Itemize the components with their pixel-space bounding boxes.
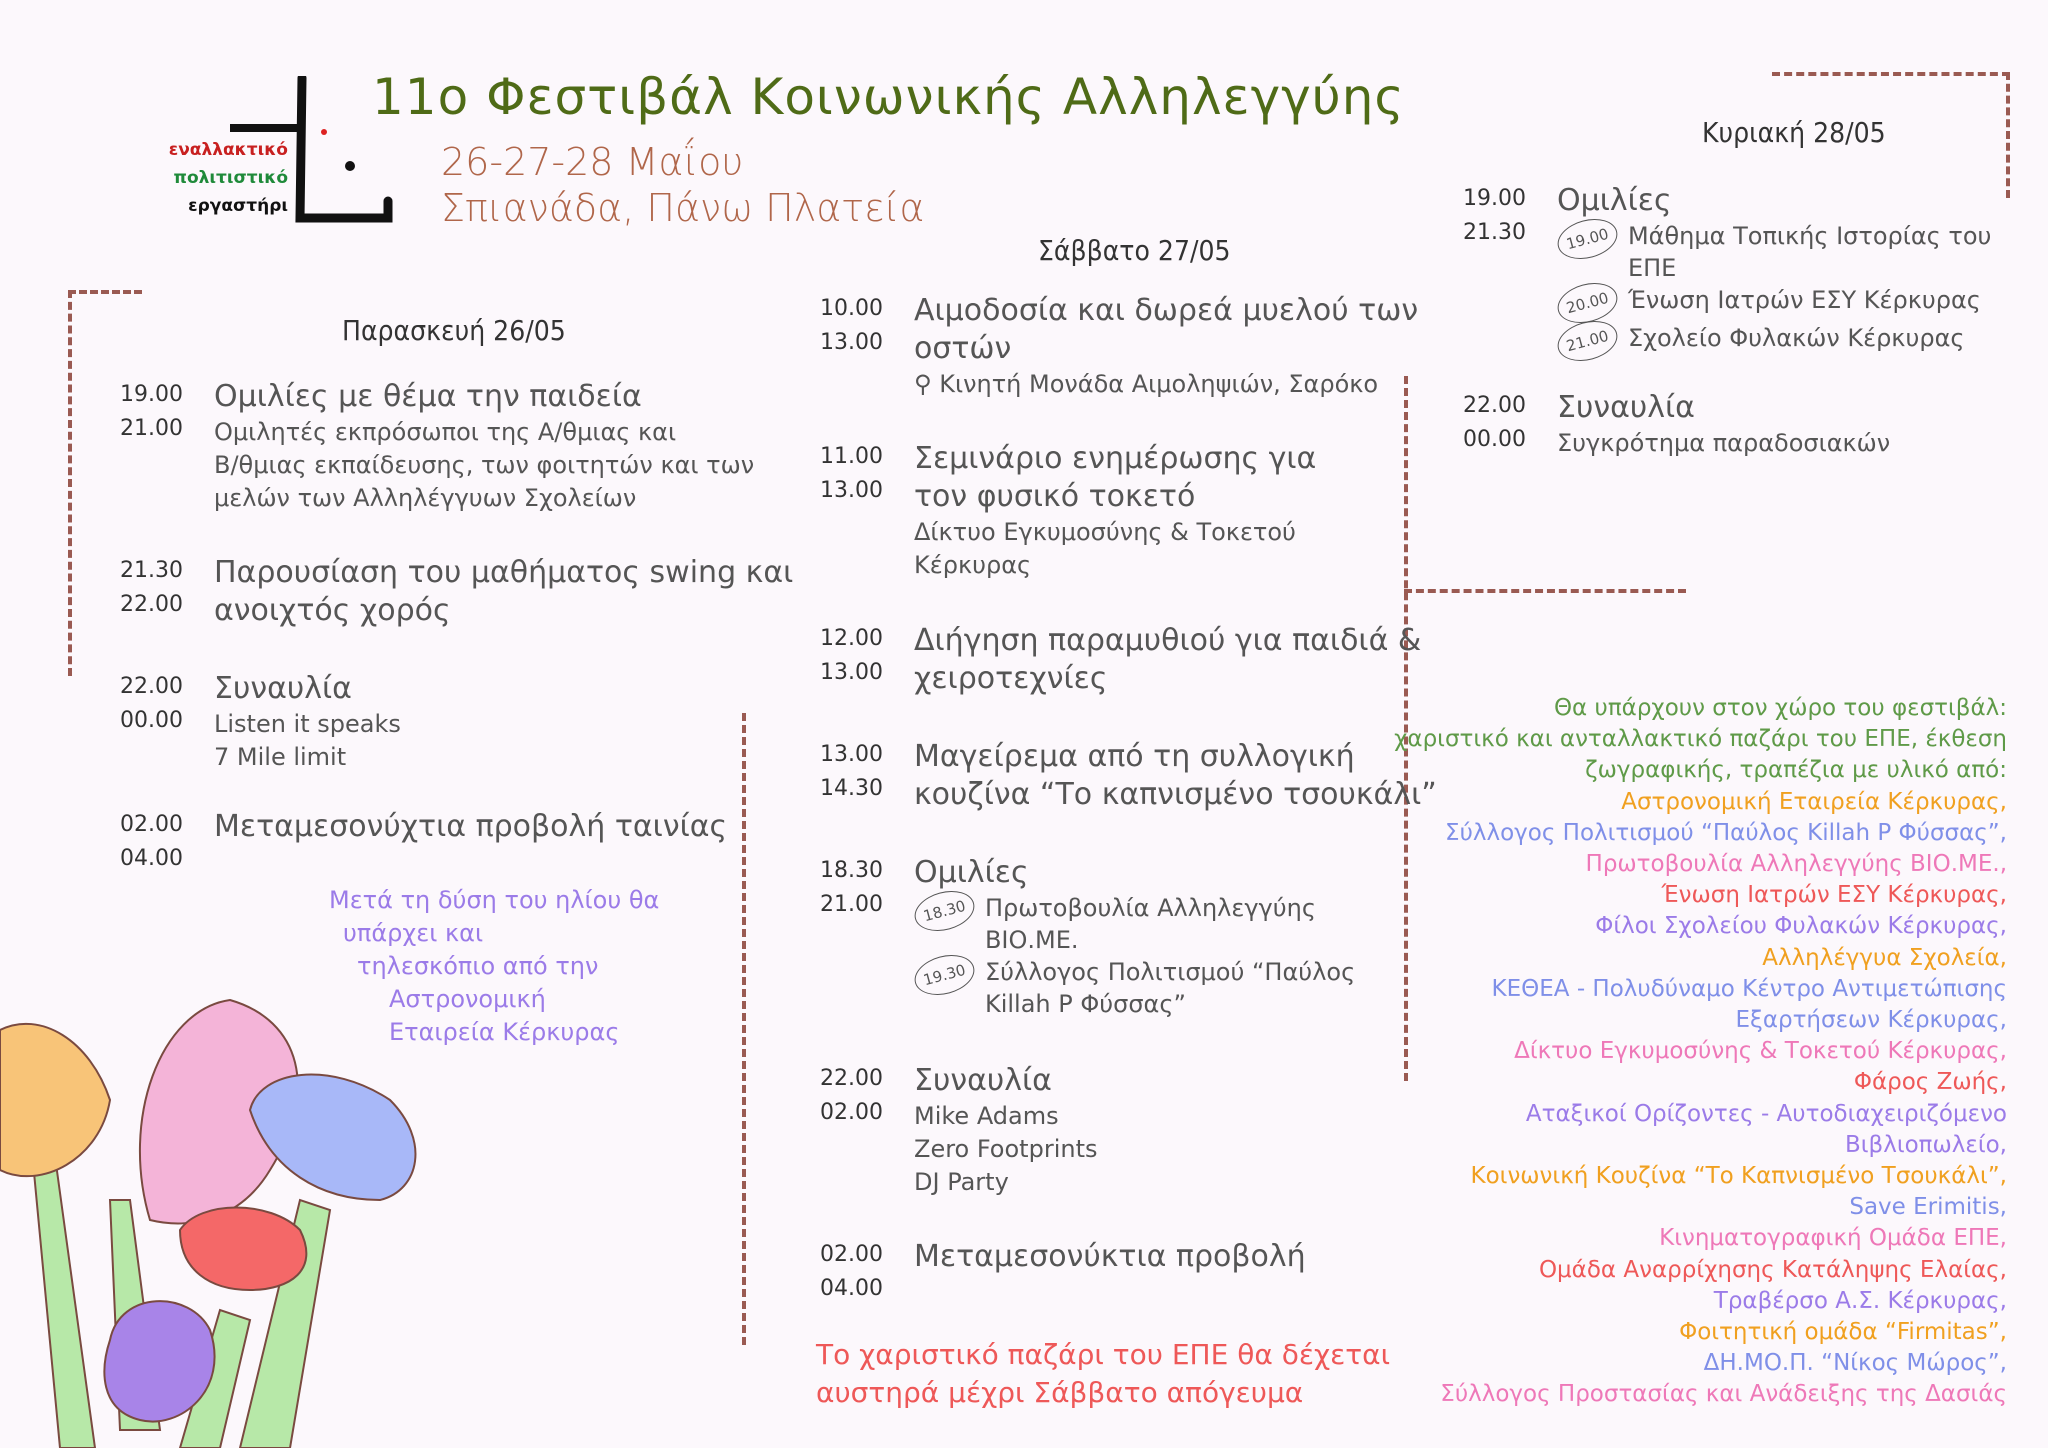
event-detail: Listen it speaks	[214, 710, 401, 738]
event-detail: Β/θμιας εκπαίδευσης, των φοιτητών και των	[214, 451, 755, 479]
intro-line: χαριστικό και ανταλλακτικό παζάρι του ΕΠΕ, έκθεση	[1394, 726, 2007, 753]
event-item	[120, 808, 727, 876]
participant-item: Save Erimitis,	[1849, 1194, 2007, 1221]
note-line: τηλεσκόπιο από την	[357, 952, 599, 980]
event-end: 13.00	[820, 330, 883, 355]
event-start: 18.30	[820, 858, 883, 883]
event-item	[820, 854, 1355, 1020]
participant-item: Αστρονομική Εταιρεία Κέρκυρας,	[1621, 788, 2007, 815]
participant-item: Αλληλέγγυα Σχολεία,	[1762, 944, 2007, 971]
note-line: Εταιρεία Κέρκυρας	[389, 1018, 620, 1046]
event-start: 12.00	[820, 626, 883, 651]
event-item	[820, 440, 1316, 582]
event-title: χειροτεχνίες	[914, 661, 1108, 696]
talk-line: Ένωση Ιατρών ΕΣΥ Κέρκυρας	[1627, 286, 1981, 314]
talk-line: Πρωτοβουλία Αλληλεγγύης	[984, 894, 1316, 922]
note-line: υπάρχει και	[343, 919, 484, 947]
event-detail: Zero Footprints	[914, 1135, 1098, 1163]
event-start: 22.00	[820, 1066, 883, 1091]
event-start: 10.00	[820, 296, 883, 321]
participant-item: Φάρος Ζωής,	[1853, 1069, 2007, 1096]
event-end: 21.30	[1463, 220, 1526, 245]
event-end: 00.00	[1463, 427, 1526, 452]
blue-flower-icon	[250, 1075, 415, 1200]
participant-item: Εξαρτήσεων Κέρκυρας,	[1735, 1007, 2007, 1034]
event-end: 04.00	[120, 846, 183, 871]
event-end: 02.00	[820, 1100, 883, 1125]
event-item	[1463, 389, 1890, 460]
event-title: Συναυλία	[1557, 390, 1695, 425]
event-item	[120, 378, 754, 515]
bazaar-note	[816, 1336, 1390, 1412]
logo-word: εργαστήρι	[188, 196, 288, 216]
event-title: Συναυλία	[214, 671, 352, 706]
event-item	[120, 670, 401, 774]
event-detail: Ομιλητές εκπρόσωποι της Α/θμιας και	[214, 418, 677, 446]
talk-item	[1557, 284, 1991, 322]
flowers-illustration	[0, 870, 440, 1448]
participant-item: Κινηματογραφική Ομάδα ΕΠΕ,	[1659, 1225, 2007, 1252]
participant-item: Ένωση Ιατρών ΕΣΥ Κέρκυρας,	[1661, 882, 2007, 909]
day-heading-friday: Παρασκευή 26/05	[342, 314, 566, 347]
event-end: 13.00	[820, 660, 883, 685]
event-title: Μεταμεσονύκτια προβολή	[914, 1239, 1306, 1274]
logo-word: εναλλακτικό	[168, 140, 288, 160]
event-start: 21.30	[120, 558, 183, 583]
festival-venue: Σπιανάδα, Πάνω Πλατεία	[441, 186, 925, 230]
dashed-divider	[742, 713, 746, 1345]
event-start: 02.00	[120, 812, 183, 837]
event-start: 22.00	[1463, 393, 1526, 418]
event-item	[1463, 182, 1991, 360]
talk-time-badge: 21.00	[1553, 315, 1622, 367]
event-end: 13.00	[820, 478, 883, 503]
event-title: ανοιχτός χορός	[214, 593, 451, 628]
event-detail: Κέρκυρας	[914, 551, 1032, 579]
event-title: Διήγηση παραμυθιού για παιδιά &	[914, 623, 1422, 658]
event-start: 11.00	[820, 444, 883, 469]
event-title: Συναυλία	[914, 1063, 1052, 1098]
day-heading-saturday: Σάββατο 27/05	[1038, 234, 1231, 267]
event-item	[820, 738, 1437, 814]
participant-item: Βιβλιοπωλείο,	[1844, 1131, 2007, 1158]
talk-time-badge: 19.30	[910, 949, 979, 1001]
event-title: τον φυσικό τοκετό	[914, 479, 1196, 514]
participant-item: Αταξικοί Ορίζοντες - Αυτοδιαχειριζόμενο	[1525, 1100, 2007, 1127]
event-start: 02.00	[820, 1242, 883, 1267]
event-detail: Συγκρότημα παραδοσιακών	[1557, 429, 1891, 457]
event-title: Ομιλίες	[1557, 183, 1672, 218]
participant-item: Ομάδα Αναρρίχησης Κατάληψης Ελαίας,	[1538, 1256, 2007, 1283]
event-end: 14.30	[820, 776, 883, 801]
orange-flower-icon	[0, 1024, 110, 1176]
talk-line: Σύλλογος Πολιτισμού “Παύλος	[984, 958, 1356, 986]
talk-item	[1557, 322, 1991, 360]
talk-item	[914, 956, 1355, 1020]
festival-dates: 26-27-28 Μαΐου	[441, 140, 744, 184]
event-item	[820, 1062, 1097, 1199]
talk-line: Killah P Φύσσας”	[984, 990, 1186, 1018]
location-pin-icon: ⚲	[914, 370, 932, 398]
event-title: οστών	[914, 331, 1012, 366]
talk-line: ΒΙΟ.ΜΕ.	[984, 926, 1079, 954]
event-end: 00.00	[120, 708, 183, 733]
event-item	[820, 292, 1418, 401]
note-line: Μετά τη δύση του ηλίου θα	[329, 886, 660, 914]
festival-title: 11ο Φεστιβάλ Κοινωνικής Αλληλεγγύης	[372, 68, 1405, 126]
event-title: Ομιλίες με θέμα την παιδεία	[214, 379, 642, 414]
participant-item: Φίλοι Σχολείου Φυλακών Κέρκυρας,	[1595, 913, 2007, 940]
event-title: Αιμοδοσία και δωρεά μυελού των	[914, 293, 1419, 328]
talk-time-badge: 18.30	[910, 885, 979, 937]
event-item	[120, 554, 793, 630]
event-item	[820, 622, 1421, 698]
dashed-divider	[1404, 589, 1686, 593]
participants-list	[1394, 693, 2007, 1411]
talk-time-badge: 20.00	[1553, 277, 1622, 329]
note-line: Το χαριστικό παζάρι του ΕΠΕ θα δέχεται	[816, 1338, 1391, 1371]
intro-line: ζωγραφικής, τραπέζια με υλικό από:	[1585, 757, 2007, 784]
event-title: Παρουσίαση του μαθήματος swing και	[214, 555, 794, 590]
participant-item: Σύλλογος Πολιτισμού “Παύλος Killah P Φύσσας”,	[1445, 819, 2007, 846]
event-end: 21.00	[820, 892, 883, 917]
event-title: κουζίνα “Το καπνισμένο τσουκάλι”	[914, 777, 1437, 812]
talk-item	[1557, 220, 1991, 284]
participant-item: Δίκτυο Εγκυμοσύνης & Τοκετού Κέρκυρας,	[1514, 1038, 2007, 1065]
participant-item: Κοινωνική Κουζίνα “Το Καπνισμένο Τσουκάλι”,	[1470, 1163, 2007, 1190]
event-item	[820, 1238, 1306, 1306]
talk-line: Μάθημα Τοπικής Ιστορίας του	[1627, 222, 1992, 250]
event-detail: 7 Mile limit	[214, 743, 347, 771]
participant-item: ΚΕΘΕΑ - Πολυδύναμο Κέντρο Αντιμετώπισης	[1491, 975, 2007, 1002]
event-title: Ομιλίες	[914, 855, 1029, 890]
event-end: 22.00	[120, 592, 183, 617]
day-heading-sunday: Κυριακή 28/05	[1702, 116, 1886, 149]
red-flower-icon	[180, 1208, 306, 1291]
logo	[140, 76, 400, 226]
event-detail: DJ Party	[914, 1168, 1009, 1196]
event-end: 21.00	[120, 416, 183, 441]
event-end: 04.00	[820, 1276, 883, 1301]
intro-line: Θα υπάρχουν στον χώρο του φεστιβάλ:	[1553, 695, 2007, 721]
event-location: Κινητή Μονάδα Αιμοληψιών, Σαρόκο	[939, 370, 1379, 398]
participant-item: Τραβέρσο Α.Σ. Κέρκυρας,	[1713, 1287, 2007, 1314]
talk-line: ΕΠΕ	[1627, 254, 1677, 282]
event-title: Μεταμεσονύχτια προβολή ταινίας	[214, 809, 728, 844]
event-detail: Δίκτυο Εγκυμοσύνης & Τοκετού	[914, 518, 1296, 546]
event-detail: μελών των Αλληλέγγυων Σχολείων	[214, 484, 637, 512]
participant-item: ΔΗ.ΜΟ.Π. “Νίκος Μώρος”,	[1703, 1350, 2007, 1377]
talk-item	[914, 892, 1355, 956]
event-title: Σεμινάριο ενημέρωσης για	[914, 441, 1317, 476]
event-title: Μαγείρεμα από τη συλλογική	[914, 739, 1355, 774]
event-start: 19.00	[1463, 186, 1526, 211]
logo-word: πολιτιστικό	[173, 168, 288, 188]
event-detail: Mike Adams	[914, 1102, 1059, 1130]
event-start: 13.00	[820, 742, 883, 767]
note-line: αυστηρά μέχρι Σάββατο απόγευμα	[816, 1376, 1304, 1409]
note-line: Αστρονομική	[389, 985, 546, 1013]
event-start: 22.00	[120, 674, 183, 699]
event-start: 19.00	[120, 382, 183, 407]
participant-item: Πρωτοβουλία Αλληλεγγύης ΒΙΟ.ΜΕ.,	[1585, 851, 2007, 878]
participant-item: Φοιτητική ομάδα “Firmitas”,	[1679, 1319, 2007, 1346]
talk-time-badge: 19.00	[1553, 213, 1622, 265]
participant-item: Σύλλογος Προστασίας και Ανάδειξης της Δασιάς	[1440, 1381, 2007, 1408]
talk-line: Σχολείο Φυλακών Κέρκυρας	[1627, 324, 1965, 352]
